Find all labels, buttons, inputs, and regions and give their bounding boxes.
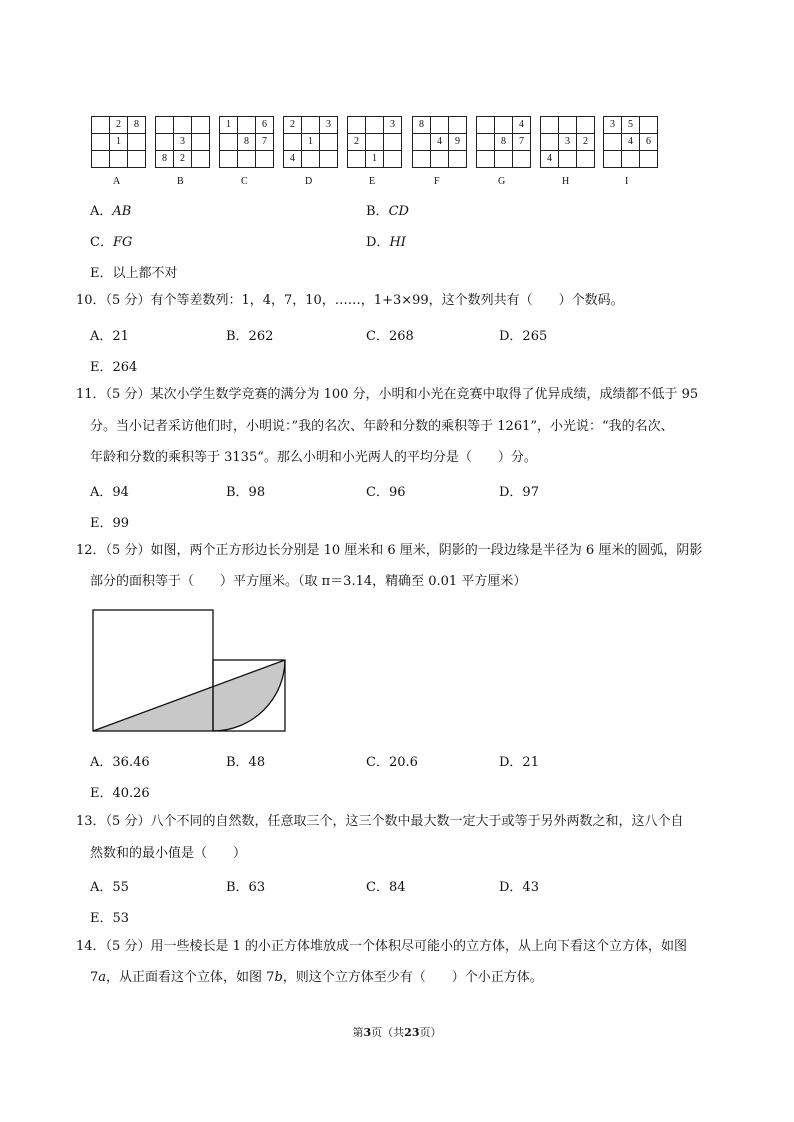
grid-cell: 8 <box>495 134 513 151</box>
grid-cell <box>220 151 238 168</box>
grid-cell <box>431 117 449 134</box>
grid-cell: 8 <box>413 117 431 134</box>
q11-stem-line1: 11．（5 分）某次小学生数学竞赛的满分为 100 分，小明和小光在竞赛中取得了优异成绩，成绩都不低于 95 <box>76 387 699 402</box>
grid-cell: 2 <box>284 117 302 134</box>
grid-row <box>413 117 467 134</box>
grid-cell: 7 <box>256 134 274 151</box>
number-grid-i <box>603 116 658 168</box>
grid-cell: 6 <box>256 117 274 134</box>
q13-option-a: A．55 <box>90 880 129 895</box>
grid-row <box>348 151 402 168</box>
grid-row <box>541 151 595 168</box>
q11-stem-line3: 年龄和分数的乘积等于 3135“。那么小明和小光两人的平均分是（ ）分。 <box>90 450 537 465</box>
grid-row <box>220 117 274 134</box>
grid-row <box>156 151 210 168</box>
q12-option-e: E．40.26 <box>90 786 150 801</box>
grid-cell <box>92 151 110 168</box>
grid-cell <box>495 117 513 134</box>
number-grid-g <box>476 116 531 168</box>
grid-cell <box>320 151 338 168</box>
grid-cell <box>256 151 274 168</box>
grid-cell: 4 <box>513 117 531 134</box>
q13-option-c: C．84 <box>366 880 406 895</box>
grid-cell <box>302 151 320 168</box>
grid-cell <box>604 134 622 151</box>
q12-option-b: B．48 <box>226 755 266 770</box>
grid-cell: 1 <box>302 134 320 151</box>
q9-option-c <box>90 231 132 250</box>
grid-row <box>541 117 595 134</box>
grid-cell: 8 <box>238 134 256 151</box>
option-text: AB <box>112 204 132 219</box>
grid-cell <box>513 151 531 168</box>
grid-cell <box>110 151 128 168</box>
grid-row <box>220 134 274 151</box>
number-grid-c <box>219 116 274 168</box>
grid-cell <box>541 134 559 151</box>
grid-cell: 8 <box>128 117 146 134</box>
grid-cell <box>640 117 658 134</box>
grid-row <box>604 134 658 151</box>
number-grid-b <box>155 116 210 168</box>
grid-row <box>413 151 467 168</box>
q12-stem-line1: 12．（5 分）如图，两个正方形边长分别是 10 厘米和 6 厘米，阴影的一段边缘是半径为 6 厘米的圆弧，阴影 <box>76 543 703 558</box>
grid-row <box>284 117 338 134</box>
grid-cell <box>220 134 238 151</box>
option-letter: E． <box>90 266 113 281</box>
grid-cell: 3 <box>320 117 338 134</box>
total-pages: 23 <box>404 1026 420 1039</box>
grid-cell: 4 <box>541 151 559 168</box>
grid-cell <box>384 134 402 151</box>
number-grid-d <box>283 116 338 168</box>
page-footer <box>0 1024 794 1040</box>
text-fragment: ，从正面看这个立体，如图 7 <box>106 970 275 985</box>
squares-figure <box>90 607 290 735</box>
grid-cell: 7 <box>513 134 531 151</box>
grid-cell <box>156 117 174 134</box>
text-fragment: ，则这个立方体至少有（ ）个小正方体。 <box>282 970 543 985</box>
grid-cell <box>384 151 402 168</box>
grid-cell: 2 <box>348 134 366 151</box>
grid-cell <box>577 117 595 134</box>
grid-cell <box>92 134 110 151</box>
grid-cell <box>431 151 449 168</box>
q12-option-d: D．21 <box>499 755 539 770</box>
grid-cell <box>348 151 366 168</box>
grid-cell <box>477 134 495 151</box>
grid-cell: 2 <box>110 117 128 134</box>
grid-cell <box>413 151 431 168</box>
q10-option-a: A．21 <box>90 329 129 344</box>
q9-option-e <box>90 262 178 281</box>
grid-row <box>284 134 338 151</box>
grid-cell <box>477 151 495 168</box>
grid-cell: 4 <box>622 134 640 151</box>
grid-row <box>92 151 146 168</box>
q10-option-e: E．264 <box>90 360 138 375</box>
grid-row <box>92 117 146 134</box>
grid-label: C <box>241 176 248 187</box>
grid-cell <box>284 134 302 151</box>
grid-cell <box>192 134 210 151</box>
footer-text: 第 <box>352 1026 364 1039</box>
number-grid-a <box>91 116 146 168</box>
grid-row <box>604 117 658 134</box>
option-text: HI <box>389 235 406 250</box>
grid-label: A <box>113 176 121 187</box>
number-grid-f <box>412 116 467 168</box>
grid-label: G <box>498 176 506 187</box>
variable-b: b <box>274 970 283 985</box>
grid-cell <box>348 117 366 134</box>
grid-label: D <box>305 176 313 187</box>
footer-text: 页（共 <box>371 1026 405 1039</box>
option-text: FG <box>112 235 133 250</box>
grid-cell <box>622 151 640 168</box>
grid-cell <box>604 151 622 168</box>
grid-row <box>92 134 146 151</box>
grid-row <box>604 151 658 168</box>
grid-cell <box>449 117 467 134</box>
grid-cell: 3 <box>559 134 577 151</box>
q11-option-a: A．94 <box>90 485 129 500</box>
option-text: CD <box>388 204 409 219</box>
grid-cell: 1 <box>110 134 128 151</box>
grid-row <box>156 134 210 151</box>
grid-cell <box>577 151 595 168</box>
grid-row <box>477 151 531 168</box>
q13-option-b: B．63 <box>226 880 266 895</box>
grid-cell: 4 <box>431 134 449 151</box>
variable-a: a <box>98 970 107 985</box>
grid-row <box>284 151 338 168</box>
q13-option-e: E．53 <box>90 911 130 926</box>
q13-option-d: D．43 <box>499 880 539 895</box>
grid-cell <box>174 117 192 134</box>
q13-stem-line1: 13．（5 分）八个不同的自然数，任意取三个，这三个数中最大数一定大于或等于另外两数之和，这八个自 <box>76 814 684 829</box>
q11-option-c: C．96 <box>366 485 406 500</box>
grid-cell: 9 <box>449 134 467 151</box>
grid-label: H <box>562 176 570 187</box>
q11-option-d: D．97 <box>499 485 539 500</box>
grid-label: B <box>177 176 184 187</box>
q10-option-b: B．262 <box>226 329 274 344</box>
grid-row <box>220 151 274 168</box>
q9-option-a <box>90 200 131 219</box>
q12-option-a: A．36.46 <box>90 755 150 770</box>
q14-stem-line2 <box>90 969 543 987</box>
grid-row <box>413 134 467 151</box>
q9-option-b <box>366 200 409 219</box>
grid-cell: 6 <box>640 134 658 151</box>
grid-cell <box>541 117 559 134</box>
grid-row <box>477 134 531 151</box>
grid-cell: 8 <box>156 151 174 168</box>
grid-cell <box>156 134 174 151</box>
grid-cell: 1 <box>220 117 238 134</box>
grid-label: E <box>369 176 376 187</box>
grid-row <box>477 117 531 134</box>
grid-label: F <box>434 176 440 187</box>
footer-text: 页） <box>419 1026 442 1039</box>
text-fragment: 7 <box>90 970 99 985</box>
grid-cell <box>320 134 338 151</box>
q10-option-d: D．265 <box>499 329 548 344</box>
grid-cell <box>413 134 431 151</box>
grid-label: I <box>625 176 629 187</box>
option-text: 以上都不对 <box>112 266 178 281</box>
grid-cell <box>366 134 384 151</box>
grid-cell <box>192 117 210 134</box>
q13-stem-line2: 然数和的最小值是（ ） <box>90 846 247 861</box>
grid-row <box>541 134 595 151</box>
grid-cell <box>477 117 495 134</box>
number-grid-e <box>347 116 402 168</box>
grid-cell <box>640 151 658 168</box>
page-number: 3 <box>363 1026 372 1039</box>
grid-cell <box>302 117 320 134</box>
q9-option-d <box>366 231 406 250</box>
grid-cell <box>495 151 513 168</box>
grid-cell: 2 <box>577 134 595 151</box>
grid-cell: 1 <box>366 151 384 168</box>
option-letter: C． <box>90 235 113 250</box>
grid-cell: 3 <box>384 117 402 134</box>
grid-row <box>348 134 402 151</box>
grid-cell: 5 <box>622 117 640 134</box>
grid-cell <box>128 134 146 151</box>
grid-cell <box>92 117 110 134</box>
q10-option-c: C．268 <box>366 329 414 344</box>
q12-option-c: C．20.6 <box>366 755 418 770</box>
q11-stem-line2: 分。当小记者采访他们时，小明说：”我的名次、年龄和分数的乘积等于 1261”，小光说：“我的名次、 <box>90 419 674 434</box>
grid-cell: 3 <box>174 134 192 151</box>
grid-cell <box>192 151 210 168</box>
q10-stem: 10．（5 分）有个等差数列：1，4，7，10，……，1+3×99，这个数列共有（ ）个数码。 <box>76 293 624 308</box>
grid-row <box>348 117 402 134</box>
grid-cell: 3 <box>604 117 622 134</box>
grid-row <box>156 117 210 134</box>
grid-cell <box>238 117 256 134</box>
grid-cell: 2 <box>174 151 192 168</box>
option-letter: A． <box>90 204 113 219</box>
grid-cell: 4 <box>284 151 302 168</box>
number-grid-h <box>540 116 595 168</box>
grid-cell <box>559 117 577 134</box>
grid-cell <box>238 151 256 168</box>
grid-cell <box>366 117 384 134</box>
q11-option-b: B．98 <box>226 485 266 500</box>
option-letter: B． <box>366 204 389 219</box>
option-letter: D． <box>366 235 390 250</box>
grid-cell <box>128 151 146 168</box>
grid-cell <box>559 151 577 168</box>
grid-cell <box>449 151 467 168</box>
q12-stem-line2: 部分的面积等于（ ）平方厘米。（取 π＝3.14，精确至 0.01 平方厘米） <box>90 574 527 589</box>
q11-option-e: E．99 <box>90 516 130 531</box>
q14-stem-line1: 14．（5 分）用一些棱长是 1 的小正方体堆放成一个体积尽可能小的立方体，从上向下看这个立方体，如图 <box>76 939 687 954</box>
